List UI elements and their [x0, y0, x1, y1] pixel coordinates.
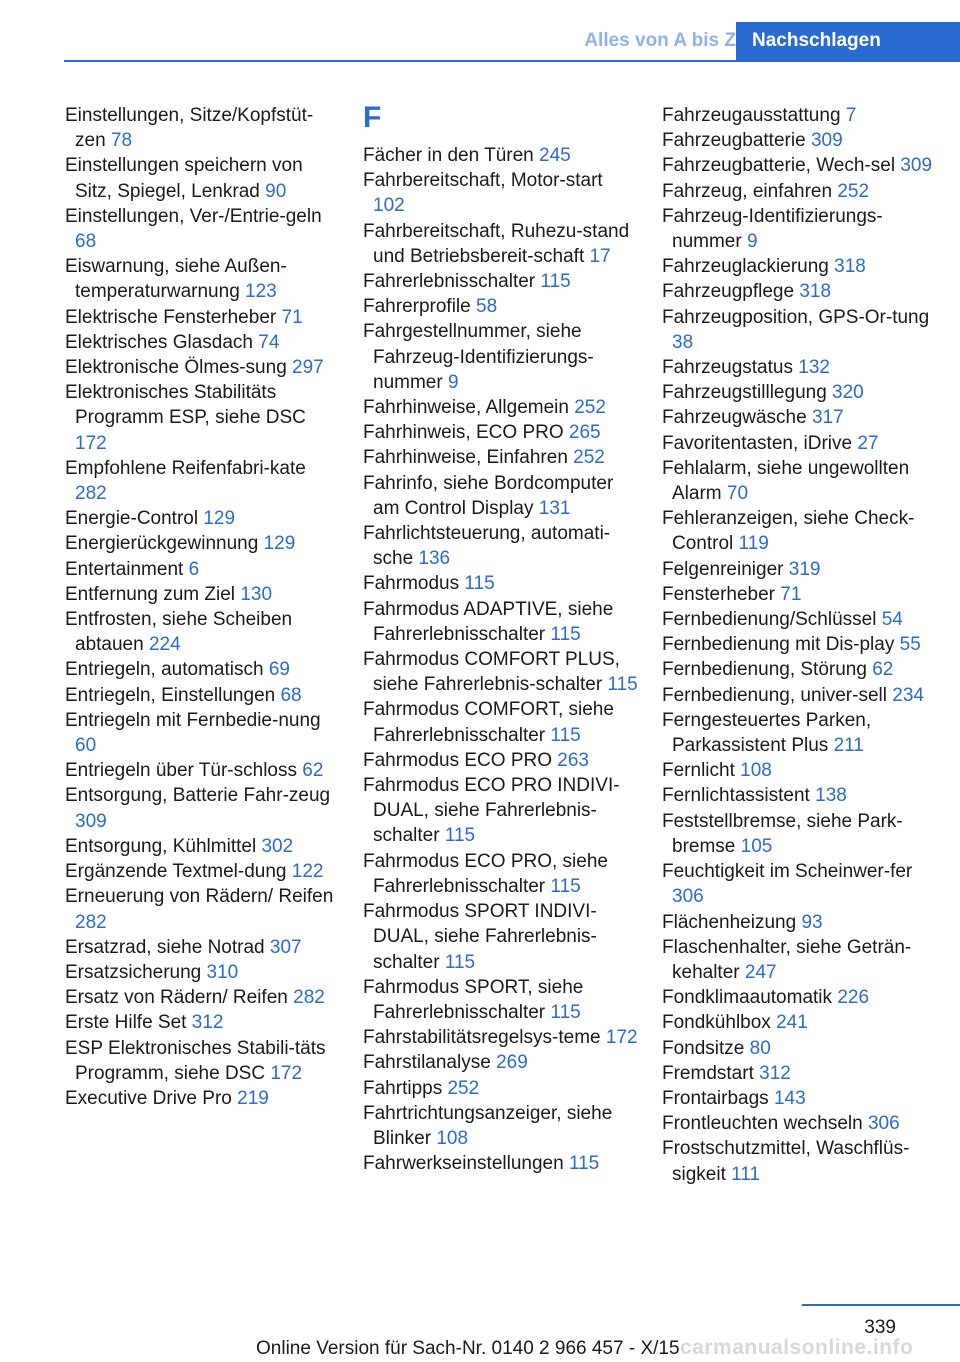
index-term: Fernbedienung, univer-sell: [662, 684, 887, 706]
index-term: Fehlalarm, siehe ungewollten Alarm: [662, 457, 910, 505]
page-reference-link[interactable]: 68: [280, 684, 302, 706]
index-entry: [363, 773, 638, 849]
page-reference-link[interactable]: 90: [265, 180, 287, 202]
index-entry: [363, 1151, 638, 1176]
page-reference-link[interactable]: 265: [568, 422, 601, 444]
index-entry: [363, 1076, 638, 1101]
index-term: Fensterheber: [662, 583, 776, 605]
index-entry: [65, 1010, 340, 1035]
page-reference-link[interactable]: 136: [418, 548, 451, 570]
index-term: Einstellungen, Ver-/Entrie-geln: [65, 205, 322, 227]
index-term: Fahrbereitschaft, Ruhezu-stand und Betriebsbereit-schaft: [363, 220, 630, 267]
page-reference-link[interactable]: 226: [837, 987, 870, 1009]
index-term: Einstellungen speichern von Sitz, Spiegel, Lenkrad: [65, 155, 303, 202]
index-term: Fernbedienung/Schlüssel: [662, 609, 877, 631]
index-entry: [65, 884, 340, 934]
index-entry: [65, 305, 340, 330]
index-entry: [363, 219, 638, 269]
index-entry: [662, 632, 937, 657]
index-entry: [65, 254, 340, 304]
index-term: Entriegeln, Einstellungen: [65, 684, 276, 706]
page-reference-link[interactable]: 122: [291, 861, 324, 883]
index-entry: [65, 834, 340, 859]
page-reference-link[interactable]: 309: [900, 155, 933, 177]
page-reference-link[interactable]: 105: [740, 835, 773, 857]
index-term: Fahrzeugbatterie, Wech-sel: [662, 155, 896, 177]
index-entry: [662, 128, 937, 153]
page-reference-link[interactable]: 60: [75, 735, 97, 757]
index-entry: [363, 521, 638, 571]
index-term: Fahrmodus ECO PRO: [363, 749, 552, 771]
index-entry: [662, 153, 937, 178]
page-reference-link[interactable]: 309: [810, 130, 843, 152]
index-term: Erste Hilfe Set: [65, 1012, 187, 1034]
index-entry: [363, 445, 638, 470]
page-reference-link[interactable]: 269: [496, 1052, 528, 1074]
page-reference-link[interactable]: 310: [206, 961, 239, 983]
index-term: Entfrosten, siehe Scheiben abtauen: [65, 609, 293, 656]
page-reference-link[interactable]: 129: [203, 508, 236, 530]
page-reference-link[interactable]: 143: [773, 1087, 806, 1109]
page-reference-link[interactable]: 115: [444, 825, 476, 847]
index-entry: [65, 758, 340, 783]
page-number: 339: [864, 1317, 896, 1338]
index-term: Fahrzeugpflege: [662, 281, 795, 303]
online-version-note: Online Version für Sach-Nr. 0140 2 966 457 - X/15: [256, 1338, 680, 1359]
index-term: Fahrmodus ADAPTIVE, siehe Fahrerlebnisschalter: [363, 598, 614, 645]
index-entry: [363, 647, 638, 697]
index-term: Ersatzsicherung: [65, 961, 202, 983]
page-reference-link[interactable]: 252: [574, 397, 606, 419]
index-entry: [363, 143, 638, 168]
index-column-2: [363, 103, 638, 1176]
index-entry: [65, 204, 340, 254]
page-reference-link[interactable]: 318: [834, 256, 866, 278]
page-reference-link[interactable]: 115: [568, 1153, 600, 1175]
index-entry: [662, 431, 937, 456]
page-reference-link[interactable]: 27: [857, 432, 879, 454]
index-term: Fächer in den Türen: [363, 145, 534, 166]
index-entry: [363, 597, 638, 647]
index-term: Fernbedienung, Störung: [662, 659, 867, 681]
index-entry: [65, 859, 340, 884]
index-term: Fahrlichtsteuerung, automati-sche: [363, 523, 611, 570]
index-term: Fahrstabilitätsregelsys-teme: [363, 1027, 601, 1049]
page-reference-link[interactable]: 172: [270, 1062, 303, 1084]
index-term: Elektrisches Glasdach: [65, 331, 253, 353]
page-reference-link[interactable]: 245: [539, 145, 571, 166]
page-reference-link[interactable]: 129: [263, 533, 296, 555]
index-term: Fahrzeug, einfahren: [662, 180, 833, 202]
page-reference-link[interactable]: 80: [749, 1037, 771, 1059]
index-entry: [65, 657, 340, 682]
index-entry: [65, 153, 340, 203]
page-reference-link[interactable]: 102: [373, 195, 405, 217]
index-entry: [662, 506, 937, 556]
index-term: Entriegeln mit Fernbedie-nung: [65, 709, 321, 731]
index-term: Ersatz von Rädern/ Reifen: [65, 987, 288, 1009]
index-entry: [65, 960, 340, 985]
index-entry: [363, 294, 638, 319]
index-term: Fremdstart: [662, 1062, 754, 1084]
index-term: Empfohlene Reifenfabri-kate: [65, 457, 306, 479]
index-term: Fehleranzeigen, siehe Check-Control: [662, 508, 915, 555]
index-term: Entertainment: [65, 558, 184, 580]
index-term: Fahrstilanalyse: [363, 1052, 491, 1074]
index-entry: [662, 380, 937, 405]
index-entry: [65, 557, 340, 582]
index-entry: [662, 254, 937, 279]
page-reference-link[interactable]: 138: [815, 785, 847, 807]
index-entry: [65, 582, 340, 607]
index-term: Feuchtigkeit im Scheinwer-fer: [662, 861, 913, 883]
index-entry: [662, 1111, 937, 1136]
page-reference-link[interactable]: 62: [872, 659, 894, 681]
index-entry: [662, 355, 937, 380]
index-entry: [662, 910, 937, 935]
index-term: Frostschutzmittel, Waschflüs-sigkeit: [662, 1138, 910, 1185]
index-entry: [363, 420, 638, 445]
chapter-tab: Nachschlagen: [736, 22, 960, 60]
index-term: Flächenheizung: [662, 911, 797, 933]
page-reference-link[interactable]: 219: [237, 1087, 269, 1109]
index-term: Fahrzeugbatterie: [662, 130, 806, 152]
index-term: Executive Drive Pro: [65, 1087, 232, 1109]
page-reference-link[interactable]: 93: [801, 911, 823, 933]
index-term: Fahrtrichtungsanzeiger, siehe Blinker: [363, 1102, 613, 1149]
page-reference-link[interactable]: 172: [605, 1027, 638, 1049]
watermark-logo: carmanualsonline.info: [680, 1336, 914, 1359]
page-reference-link[interactable]: 115: [444, 951, 476, 973]
index-entry: [65, 531, 340, 556]
index-term: Fondklimaautomatik: [662, 987, 833, 1009]
index-entry: [363, 697, 638, 747]
footer-divider: [802, 1304, 960, 1306]
page-reference-link[interactable]: 252: [837, 180, 870, 202]
index-entry: [65, 380, 340, 456]
index-term: Fernlicht: [662, 760, 735, 782]
page-reference-link[interactable]: 312: [759, 1062, 791, 1084]
index-term: Fahrbereitschaft, Motor-start: [363, 170, 603, 192]
index-term: Fahrerprofile: [363, 296, 471, 318]
page-reference-link[interactable]: 108: [436, 1127, 469, 1149]
index-term: Ersatzrad, siehe Notrad: [65, 936, 265, 958]
index-entry: [65, 708, 340, 758]
index-entry: [662, 1086, 937, 1111]
index-entry: [662, 456, 937, 506]
index-entry: [65, 103, 340, 153]
page-reference-link[interactable]: 306: [672, 886, 704, 908]
index-term: Fahrmodus COMFORT PLUS, siehe Fahrerlebnis-schalter: [363, 649, 620, 696]
index-entry: [662, 783, 937, 808]
index-term: Fahrzeugstatus: [662, 357, 793, 379]
index-term: Fahrzeugausstattung: [662, 105, 841, 126]
index-entry: [65, 355, 340, 380]
page-reference-link[interactable]: 68: [75, 231, 97, 253]
page-reference-link[interactable]: 54: [881, 609, 903, 631]
page-reference-link[interactable]: 252: [447, 1077, 480, 1099]
index-term: Feststellbremse, siehe Park-bremse: [662, 810, 903, 857]
page-reference-link[interactable]: 318: [799, 281, 832, 303]
index-term: Felgenreiniger: [662, 558, 784, 580]
page-reference-link[interactable]: 307: [269, 936, 302, 958]
index-term: Fondkühlbox: [662, 1012, 771, 1034]
index-term: Fahrzeuglackierung: [662, 256, 829, 278]
index-entry: [363, 899, 638, 975]
header-divider: [64, 60, 960, 62]
page-reference-link[interactable]: 309: [75, 810, 107, 832]
page-reference-link[interactable]: 115: [550, 724, 581, 746]
page-reference-link[interactable]: 115: [550, 623, 581, 645]
index-term: Elektrische Fensterheber: [65, 306, 277, 328]
index-column-3: [662, 103, 937, 1187]
index-term: Frontleuchten wechseln: [662, 1113, 863, 1135]
index-term: Energierückgewinnung: [65, 533, 259, 555]
page-reference-link[interactable]: 282: [293, 987, 325, 1009]
page-reference-link[interactable]: 78: [110, 130, 133, 152]
page-reference-link[interactable]: 6: [188, 558, 200, 580]
index-entry: [662, 582, 937, 607]
page-reference-link[interactable]: 224: [148, 634, 181, 656]
index-entry: [65, 1036, 340, 1086]
page-reference-link[interactable]: 319: [788, 558, 821, 580]
page-reference-link[interactable]: 123: [245, 281, 277, 303]
index-entry: [662, 657, 937, 682]
index-entry: [662, 179, 937, 204]
index-term: Fernlichtassistent: [662, 785, 810, 807]
index-entry: [662, 305, 937, 355]
page-reference-link[interactable]: 69: [268, 659, 290, 681]
index-term: Flaschenhalter, siehe Geträn-kehalter: [662, 936, 912, 983]
index-entry: [662, 405, 937, 430]
index-entry: [662, 557, 937, 582]
index-term: Fahrzeugstilllegung: [662, 382, 827, 404]
page-reference-link[interactable]: 115: [550, 1001, 581, 1023]
index-entry: [65, 330, 340, 355]
index-term: Fondsitze: [662, 1037, 745, 1059]
page-reference-link[interactable]: 306: [867, 1113, 900, 1135]
page-reference-link[interactable]: 131: [538, 497, 571, 519]
index-term: Fahrhinweise, Allgemein: [363, 397, 569, 419]
index-term: Favoritentasten, iDrive: [662, 432, 853, 454]
index-entry: [662, 1010, 937, 1035]
index-term: Fahrmodus SPORT, siehe Fahrerlebnisschalter: [363, 976, 584, 1023]
page-reference-link[interactable]: 17: [589, 245, 611, 267]
index-term: ESP Elektronisches Stabili-täts Programm, siehe DSC: [65, 1037, 326, 1084]
index-term: Fahrhinweis, ECO PRO: [363, 422, 564, 444]
index-column-1: [65, 103, 340, 1111]
page-reference-link[interactable]: 132: [798, 357, 830, 379]
index-entry: [363, 269, 638, 294]
index-entry: [363, 1050, 638, 1075]
index-entry: [65, 1086, 340, 1111]
index-entry: [662, 103, 937, 128]
page-reference-link[interactable]: 7: [845, 105, 857, 126]
page-reference-link[interactable]: 71: [780, 583, 802, 605]
index-term: Fahrmodus ECO PRO INDIVI-DUAL, siehe Fahrerlebnis-schalter: [363, 775, 620, 847]
page-reference-link[interactable]: 119: [738, 533, 769, 555]
section-letter: F: [363, 101, 382, 134]
index-entry: [662, 607, 937, 632]
index-term: Entfernung zum Ziel: [65, 583, 236, 605]
page-reference-link[interactable]: 115: [550, 875, 581, 897]
index-entry: [65, 985, 340, 1010]
page-reference-link[interactable]: 70: [726, 483, 749, 505]
index-term: Entsorgung, Kühlmittel: [65, 835, 257, 857]
index-term: Ergänzende Textmel-dung: [65, 861, 287, 883]
index-term: Fahrgestellnummer, siehe Fahrzeug-Identifizierungs-nummer: [363, 321, 594, 393]
index-term: Energie-Control: [65, 508, 199, 530]
index-entry: [662, 935, 937, 985]
index-entry: [363, 395, 638, 420]
index-term: Fahrinfo, siehe Bordcomputer am Control Display: [363, 472, 614, 519]
page-reference-link[interactable]: 317: [811, 407, 844, 429]
index-entry: [363, 319, 638, 395]
index-term: Frontairbags: [662, 1087, 769, 1109]
index-term: Elektronische Ölmes-sung: [65, 357, 287, 379]
index-entry: [65, 783, 340, 833]
page-header: [0, 0, 960, 64]
page-reference-link[interactable]: 241: [776, 1012, 808, 1034]
page-reference-link[interactable]: 9: [746, 231, 758, 253]
index-entry: [65, 506, 340, 531]
page-reference-link[interactable]: 172: [75, 432, 107, 454]
index-entry: [662, 758, 937, 783]
index-term: Fahrzeug-Identifizierungs-nummer: [662, 205, 883, 253]
page-reference-link[interactable]: 108: [740, 760, 772, 782]
index-entry: [662, 859, 937, 909]
index-term: Fahrtipps: [363, 1077, 443, 1099]
page-reference-link[interactable]: 252: [573, 447, 605, 469]
index-entry: [363, 975, 638, 1025]
page-reference-link[interactable]: 263: [557, 749, 589, 771]
index-term: Entriegeln über Tür-schloss: [65, 760, 297, 782]
index-entry: [662, 1136, 937, 1186]
index-entry: [363, 1101, 638, 1151]
index-term: Fahrmodus ECO PRO, siehe Fahrerlebnisschalter: [363, 850, 608, 897]
page-reference-link[interactable]: 297: [292, 357, 324, 379]
index-term: Fahrmodus SPORT INDIVI-DUAL, siehe Fahrerlebnis-schalter: [363, 901, 597, 973]
page-reference-link[interactable]: 115: [540, 271, 571, 293]
page-reference-link[interactable]: 58: [476, 296, 498, 318]
index-entry: [363, 849, 638, 899]
page-reference-link[interactable]: 282: [75, 911, 107, 933]
index-entry: [363, 748, 638, 773]
index-entry: [363, 168, 638, 218]
page-reference-link[interactable]: 312: [191, 1012, 224, 1034]
index-entry: [65, 683, 340, 708]
index-term: Fahrwerkseinstellungen: [363, 1153, 564, 1175]
page-reference-link[interactable]: 130: [240, 583, 273, 605]
page-reference-link[interactable]: 115: [607, 674, 638, 696]
page-reference-link[interactable]: 302: [261, 835, 294, 857]
page-reference-link[interactable]: 9: [447, 371, 459, 393]
page-reference-link[interactable]: 74: [258, 331, 280, 353]
index-entry: [363, 571, 638, 596]
index-entry: [65, 456, 340, 506]
index-entry: [662, 683, 937, 708]
page-reference-link[interactable]: 282: [75, 483, 107, 505]
index-term: Einstellungen, Sitze/Kopfstüt-zen: [65, 105, 314, 152]
index-term: Entriegeln, automatisch: [65, 659, 264, 681]
index-entry: [662, 204, 937, 254]
index-term: Ferngesteuertes Parken, Parkassistent Plus: [662, 709, 872, 757]
page-reference-link[interactable]: 38: [672, 331, 694, 353]
page-reference-link[interactable]: 62: [302, 760, 324, 782]
page-reference-link[interactable]: 111: [731, 1163, 761, 1185]
page-reference-link[interactable]: 55: [899, 634, 921, 656]
index-term: Fahrhinweise, Einfahren: [363, 447, 568, 469]
index-term: Fahrmodus: [363, 573, 460, 595]
index-entry: [662, 279, 937, 304]
index-term: Entsorgung, Batterie Fahr-zeug: [65, 785, 331, 807]
page-reference-link[interactable]: 234: [892, 684, 924, 706]
index-term: Elektronisches Stabilitäts Programm ESP, siehe DSC: [65, 382, 306, 429]
page-reference-link[interactable]: 247: [744, 961, 777, 983]
index-entry: [363, 1025, 638, 1050]
index-entry: [65, 935, 340, 960]
index-entry: [662, 1061, 937, 1086]
page-reference-link[interactable]: 211: [833, 735, 864, 757]
page-reference-link[interactable]: 320: [832, 382, 864, 404]
page-reference-link[interactable]: 115: [464, 573, 495, 595]
index-entry: [662, 985, 937, 1010]
index-term: Fahrzeugwäsche: [662, 407, 807, 429]
index-entry: [662, 1036, 937, 1061]
page-reference-link[interactable]: 71: [281, 306, 303, 328]
index-term: Fernbedienung mit Dis-play: [662, 634, 895, 656]
index-term: Fahrerlebnisschalter: [363, 271, 536, 293]
index-term: Fahrzeugposition, GPS-Or-tung: [662, 306, 930, 328]
index-entry: [65, 607, 340, 657]
index-term: Erneuerung von Rädern/ Reifen: [65, 886, 334, 908]
index-term: Eiswarnung, siehe Außen-temperaturwarnung: [65, 256, 287, 303]
section-title: Alles von A bis Z: [584, 30, 736, 51]
index-term: Fahrmodus COMFORT, siehe Fahrerlebnisschalter: [363, 699, 614, 746]
index-entry: [662, 809, 937, 859]
index-entry: [363, 471, 638, 521]
index-entry: [662, 708, 937, 758]
